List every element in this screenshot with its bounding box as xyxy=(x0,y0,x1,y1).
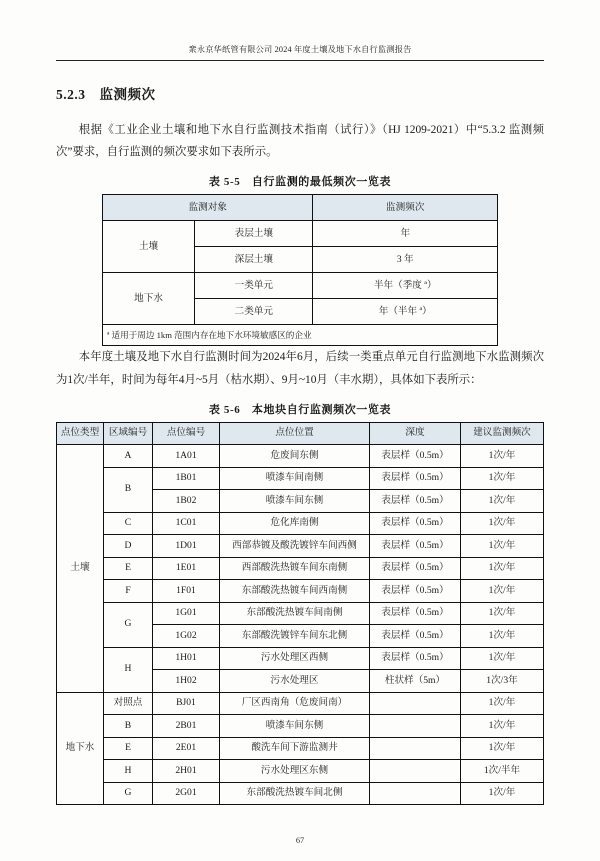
cell-code: 1B01 xyxy=(153,467,220,490)
cell-sub: 表层土壤 xyxy=(195,221,313,247)
table-row xyxy=(103,221,498,247)
table-55-caption: 表 5-5 自行监测的最低频次一览表 xyxy=(208,176,392,189)
th-frequency: 监测频次 xyxy=(313,195,498,221)
cell-location: 酸洗车间下游监测井 xyxy=(220,737,370,760)
cell-depth: 表层样（0.5m） xyxy=(370,647,461,670)
cell-location: 东部酸洗热镀车间北侧 xyxy=(220,782,370,805)
cell-code: 1A01 xyxy=(153,445,220,468)
cell-zone: F xyxy=(104,580,153,603)
cell-zone: C xyxy=(104,512,153,535)
cell-object: 地下水 xyxy=(103,273,195,325)
cell-freq: 半年（季度 ª） xyxy=(313,273,498,299)
page-title xyxy=(56,83,544,103)
cell-depth: 表层样（0.5m） xyxy=(370,625,461,648)
cell-depth xyxy=(370,737,461,760)
cell-location: 危化库南侧 xyxy=(220,512,370,535)
cell-code: 1H02 xyxy=(153,670,220,693)
cell-frequency: 1次/年 xyxy=(461,715,544,738)
table-row xyxy=(57,580,544,603)
th-zone-code: 区域编号 xyxy=(104,422,153,445)
cell-depth: 表层样（0.5m） xyxy=(370,512,461,535)
cell-code: 1E01 xyxy=(153,557,220,580)
cell-zone: B xyxy=(104,715,153,738)
table-row xyxy=(57,692,544,715)
cell-depth: 表层样（0.5m） xyxy=(370,557,461,580)
table-row xyxy=(57,422,544,445)
cell-code: 2E01 xyxy=(153,737,220,760)
cell-zone: D xyxy=(104,535,153,558)
cell-depth xyxy=(370,760,461,783)
cell-sub: 一类单元 xyxy=(195,273,313,299)
cell-frequency: 1次/年 xyxy=(461,557,544,580)
th-point-type: 点位类型 xyxy=(57,422,104,445)
cell-location: 污水处理区西侧 xyxy=(220,647,370,670)
cell-zone: E xyxy=(104,737,153,760)
table-row xyxy=(103,195,498,221)
cell-code: 1B02 xyxy=(153,490,220,513)
cell-zone: A xyxy=(104,445,153,468)
section-heading-text: 监测频次 xyxy=(99,87,156,102)
cell-frequency: 1次/年 xyxy=(461,490,544,513)
th-object: 监测对象 xyxy=(103,195,313,221)
section-number: 5.2.3 xyxy=(56,87,86,102)
cell-location: 喷漆车间东侧 xyxy=(220,715,370,738)
table-minimum-frequency xyxy=(102,194,498,346)
cell-freq: 年 xyxy=(313,221,498,247)
cell-zone: 对照点 xyxy=(104,692,153,715)
cell-zone: G xyxy=(104,782,153,805)
cell-location: 厂区西南角（危废间南） xyxy=(220,692,370,715)
header-divider xyxy=(56,60,544,61)
cell-depth xyxy=(370,782,461,805)
table-row xyxy=(57,647,544,670)
cell-code: 1D01 xyxy=(153,535,220,558)
table-row xyxy=(57,715,544,738)
th-point-code: 点位编号 xyxy=(153,422,220,445)
cell-location: 污水处理区 xyxy=(220,670,370,693)
cell-zone: H xyxy=(104,760,153,783)
cell-location: 西部酸洗热镀车间东南侧 xyxy=(220,557,370,580)
table-row xyxy=(57,737,544,760)
cell-code: 1G02 xyxy=(153,625,220,648)
cell-zone: E xyxy=(104,557,153,580)
cell-frequency: 1次/年 xyxy=(461,647,544,670)
cell-frequency: 1次/年 xyxy=(461,445,544,468)
cell-frequency: 1次/半年 xyxy=(461,760,544,783)
cell-depth: 柱状样（5m） xyxy=(370,670,461,693)
cell-location: 喷漆车间东侧 xyxy=(220,490,370,513)
cell-code: 2G01 xyxy=(153,782,220,805)
cell-frequency: 1次/年 xyxy=(461,737,544,760)
cell-sub: 二类单元 xyxy=(195,299,313,325)
cell-code: 2H01 xyxy=(153,760,220,783)
cell-freq: 年（半年 ª） xyxy=(313,299,498,325)
table-56-caption: 表 5-6 本地块自行监测频次一览表 xyxy=(208,403,392,416)
cell-frequency: 1次/年 xyxy=(461,625,544,648)
cell-frequency: 1次/年 xyxy=(461,467,544,490)
paragraph-2: 本年度土壤及地下水自行监测时间为2024年6月，后续一类重点单元自行监测地下水监测频次为1次/半年，时间为每年4月~5月（枯水期）、9月~10月（丰水期），具体如下表所示： xyxy=(56,351,544,386)
page-number: 67 xyxy=(295,836,305,845)
cell-location: 西部恭镀及酸洗镀锌车间西侧 xyxy=(220,535,370,558)
th-suggested-frequency: 建议监测频次 xyxy=(461,422,544,445)
table-row xyxy=(57,782,544,805)
cell-code: 2B01 xyxy=(153,715,220,738)
table-row xyxy=(57,535,544,558)
table-row xyxy=(57,445,544,468)
cell-code: 1F01 xyxy=(153,580,220,603)
cell-point-type: 土壤 xyxy=(57,445,104,693)
cell-frequency: 1次/年 xyxy=(461,602,544,625)
cell-depth: 表层样（0.5m） xyxy=(370,467,461,490)
cell-code: BJ01 xyxy=(153,692,220,715)
cell-zone: B xyxy=(104,467,153,512)
cell-frequency: 1次/3年 xyxy=(461,670,544,693)
cell-zone: H xyxy=(104,647,153,692)
cell-sub: 深层土壤 xyxy=(195,247,313,273)
cell-location: 东部酸洗热镀车间南侧 xyxy=(220,602,370,625)
cell-code: 1H01 xyxy=(153,647,220,670)
cell-depth: 表层样（0.5m） xyxy=(370,445,461,468)
table-row xyxy=(57,602,544,625)
cell-code: 1G01 xyxy=(153,602,220,625)
cell-frequency: 1次/年 xyxy=(461,580,544,603)
table-site-monitoring-frequency xyxy=(56,422,544,806)
cell-freq: 3 年 xyxy=(313,247,498,273)
table-row xyxy=(103,325,498,346)
cell-location: 喷漆车间南侧 xyxy=(220,467,370,490)
cell-depth xyxy=(370,692,461,715)
cell-code: 1C01 xyxy=(153,512,220,535)
table-row xyxy=(57,467,544,490)
table-note: ª 适用于周边 1km 范围内存在地下水环境敏感区的企业 xyxy=(103,325,498,346)
cell-depth xyxy=(370,715,461,738)
cell-location: 东部酸洗镀锌车间东北侧 xyxy=(220,625,370,648)
cell-frequency: 1次/年 xyxy=(461,692,544,715)
cell-frequency: 1次/年 xyxy=(461,512,544,535)
cell-frequency: 1次/年 xyxy=(461,782,544,805)
running-header: 衆永京华纸管有限公司 2024 年度土壤及地下水自行监测报告 xyxy=(188,45,412,54)
cell-frequency: 1次/年 xyxy=(461,535,544,558)
cell-depth: 表层样（0.5m） xyxy=(370,535,461,558)
cell-depth: 表层样（0.5m） xyxy=(370,580,461,603)
th-point-location: 点位位置 xyxy=(220,422,370,445)
cell-depth: 表层样（0.5m） xyxy=(370,490,461,513)
table-row xyxy=(57,760,544,783)
cell-location: 危废间东侧 xyxy=(220,445,370,468)
cell-zone: G xyxy=(104,602,153,647)
cell-depth: 表层样（0.5m） xyxy=(370,602,461,625)
cell-location: 东部酸洗热镀车间西南侧 xyxy=(220,580,370,603)
cell-object: 土壤 xyxy=(103,221,195,273)
table-row xyxy=(57,557,544,580)
th-depth: 深度 xyxy=(370,422,461,445)
table-row xyxy=(103,273,498,299)
cell-location: 污水处理区东侧 xyxy=(220,760,370,783)
paragraph-1: 根据《工业企业土壤和地下水自行监测技术指南（试行）》（HJ 1209-2021）中“5.3.2 监测频次”要求，自行监测的频次要求如下表所示。 xyxy=(56,124,544,159)
table-row xyxy=(57,512,544,535)
cell-point-type: 地下水 xyxy=(57,692,104,805)
